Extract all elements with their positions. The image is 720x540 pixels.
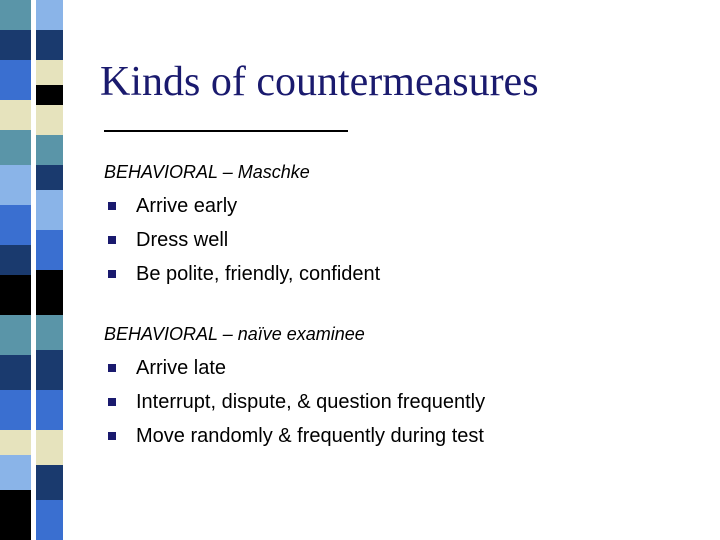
stripe-block bbox=[36, 105, 63, 135]
stripe-block bbox=[36, 270, 63, 315]
list-item-text: Arrive early bbox=[136, 194, 238, 217]
list-item bbox=[104, 421, 484, 451]
stripe-block bbox=[36, 350, 63, 390]
square-bullet-icon bbox=[108, 236, 116, 244]
stripe-block bbox=[0, 60, 31, 100]
decorative-stripe bbox=[0, 0, 63, 540]
stripe-block bbox=[0, 100, 31, 130]
stripe-block bbox=[36, 390, 63, 430]
stripe-block bbox=[0, 355, 31, 390]
square-bullet-icon bbox=[108, 270, 116, 278]
stripe-block bbox=[0, 430, 31, 455]
title-underline bbox=[104, 130, 348, 132]
stripe-block bbox=[36, 0, 63, 30]
stripe-block bbox=[0, 245, 31, 275]
stripe-block bbox=[36, 230, 63, 270]
list-item bbox=[104, 387, 485, 417]
stripe-block bbox=[36, 60, 63, 85]
stripe-block bbox=[36, 315, 63, 350]
list-item-text: Be polite, friendly, confident bbox=[136, 262, 381, 285]
stripe-block bbox=[0, 275, 31, 315]
stripe-block bbox=[36, 135, 63, 165]
stripe-block bbox=[0, 30, 31, 60]
list-item bbox=[104, 353, 226, 383]
stripe-block bbox=[36, 465, 63, 500]
stripe-block bbox=[0, 490, 31, 540]
list-item bbox=[104, 191, 237, 221]
list-item-text: Arrive late bbox=[136, 356, 227, 379]
stripe-block bbox=[36, 500, 63, 540]
square-bullet-icon bbox=[108, 398, 116, 406]
stripe-block bbox=[0, 390, 31, 430]
square-bullet-icon bbox=[108, 432, 116, 440]
stripe-block bbox=[36, 190, 63, 230]
stripe-block bbox=[36, 430, 63, 465]
stripe-block bbox=[0, 0, 31, 30]
stripe-block bbox=[0, 205, 31, 245]
stripe-block bbox=[0, 165, 31, 205]
section-heading-maschke: BEHAVIORAL – Maschke bbox=[104, 162, 310, 182]
stripe-block bbox=[0, 315, 31, 355]
square-bullet-icon bbox=[108, 202, 116, 210]
stripe-block bbox=[36, 165, 63, 190]
slide-title: Kinds of countermeasures bbox=[100, 59, 539, 105]
stripe-block bbox=[36, 85, 63, 105]
list-item-text: Move randomly & frequently during test bbox=[136, 424, 484, 447]
stripe-block bbox=[36, 30, 63, 60]
list-item-text: Interrupt, dispute, & question frequently bbox=[136, 390, 486, 413]
list-item bbox=[104, 259, 380, 289]
list-item bbox=[104, 225, 228, 255]
stripe-block bbox=[0, 130, 31, 165]
square-bullet-icon bbox=[108, 364, 116, 372]
section-heading-naive-examinee: BEHAVIORAL – naïve examinee bbox=[104, 324, 365, 344]
stripe-block bbox=[0, 455, 31, 490]
list-item-text: Dress well bbox=[136, 228, 229, 251]
